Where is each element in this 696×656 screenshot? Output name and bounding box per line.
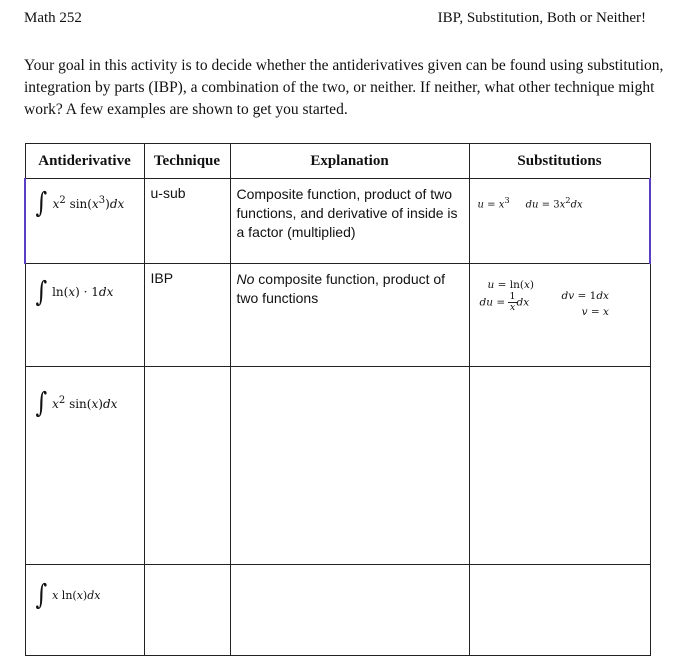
table-row[interactable] [25, 264, 650, 367]
technique-text: u-sub [150, 185, 186, 201]
course-label: Math 252 [24, 10, 82, 26]
substitutions-cell[interactable] [469, 264, 650, 367]
activity-title: IBP, Substitution, Both or Neither! [437, 10, 646, 26]
antiderivative-cell[interactable] [25, 264, 144, 367]
integral-x2-sin-x: ∫ $x^2$ sin(x)dx [34, 386, 118, 419]
technique-cell[interactable] [144, 264, 230, 367]
activity-table [24, 143, 651, 656]
table-row[interactable] [25, 367, 650, 565]
substitutions-cell[interactable] [469, 565, 650, 656]
integral-ln-x: ∫ ln(x) · 1dx [34, 275, 114, 308]
explanation-text: Composite function, product of two functions, and derivative of inside is a factor (multiplied) [236, 186, 458, 240]
table-row[interactable] [25, 565, 650, 656]
explanation-cell[interactable] [230, 367, 469, 565]
integral-x2-sin-x3: ∫ $x^2$ $\sin(x^3)dx$ [35, 186, 125, 219]
col-header-explanation: Explanation [230, 144, 469, 179]
col-header-substitutions: Substitutions [469, 144, 650, 179]
substitutions-cell[interactable] [469, 367, 650, 565]
explanation-text [231, 565, 469, 571]
table-row[interactable] [25, 179, 650, 264]
substitutions-cell[interactable] [469, 179, 650, 264]
technique-cell[interactable] [144, 565, 230, 656]
explanation-cell[interactable] [230, 264, 469, 367]
explanation-emphasis: No [236, 271, 255, 287]
explanation-rest: composite function, product of two functions [236, 271, 446, 306]
integral-x-ln-x: ∫ x ln(x)dx [34, 578, 101, 611]
col-header-technique: Technique [144, 144, 230, 179]
technique-text: IBP [150, 270, 174, 286]
intro-paragraph: Your goal in this activity is to decide whether the antiderivatives given can be found using substitution, integration by parts (IBP), a combination of the two, or neither. If neither, what other technique might work? A few examples are shown to get you started. [24, 57, 664, 118]
explanation-cell[interactable] [230, 565, 469, 656]
technique-text [145, 565, 230, 571]
table-header-row [25, 144, 650, 179]
explanation-text [231, 367, 469, 373]
substitution-equations: $u = x^3$ du = $3x^2dx$ [477, 195, 583, 211]
technique-text [145, 367, 230, 373]
antiderivative-cell[interactable] [25, 367, 144, 565]
antiderivative-cell[interactable] [25, 565, 144, 656]
antiderivative-cell[interactable] [25, 179, 144, 264]
substitution-equations: u = ln(x) du = $\frac{1}{x}$ dx dv = 1dx v = x [479, 279, 609, 318]
col-header-antiderivative: Antiderivative [25, 144, 144, 179]
explanation-cell[interactable] [230, 179, 469, 264]
technique-cell[interactable] [144, 367, 230, 565]
explanation-text [231, 264, 469, 308]
technique-cell[interactable] [144, 179, 230, 264]
